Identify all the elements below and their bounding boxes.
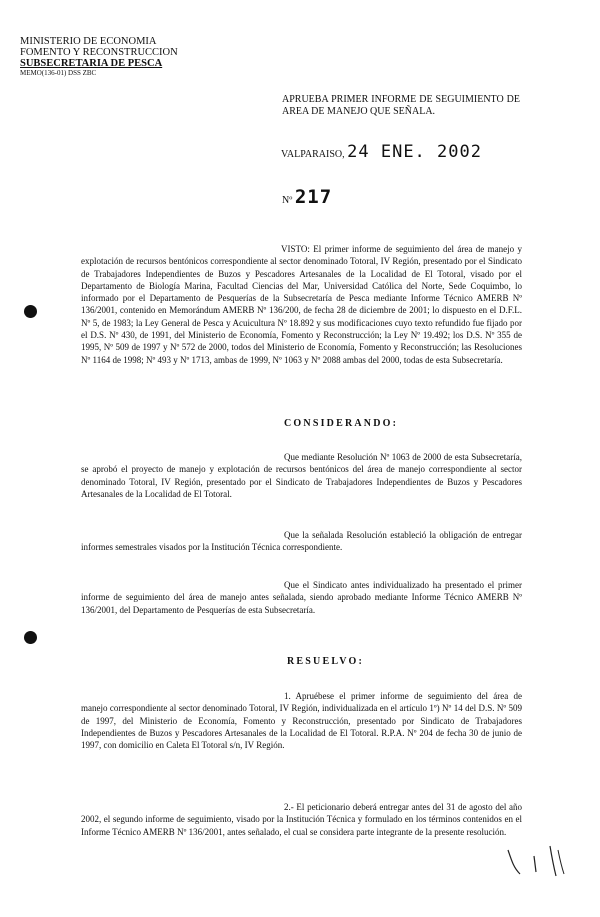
ministry-name-2: FOMENTO Y RECONSTRUCCION (20, 47, 178, 58)
considerando-heading: CONSIDERANDO: (284, 418, 399, 429)
number-value: 217 (294, 186, 333, 208)
memo-reference: MEMO(136-01) DSS ZBC (20, 69, 97, 77)
number-label: Nº (282, 195, 293, 206)
resolution-subject: APRUEBA PRIMER INFORME DE SEGUIMIENTO DE AREA DE MANEJO QUE SEÑALA. (282, 94, 520, 117)
resolution-number (282, 186, 332, 208)
punch-hole-bottom (24, 631, 37, 644)
visto-paragraph (81, 243, 522, 366)
signature-initials (500, 840, 570, 880)
punch-hole-top (24, 305, 37, 318)
date-stamp: 24 ENE. 2002 (347, 142, 482, 162)
place-date (281, 142, 482, 162)
ministry-name: MINISTERIO DE ECONOMIA (20, 36, 157, 47)
letterhead (20, 36, 178, 78)
resuelvo-p1: 1. Apruébese el primer informe de seguimiento del área de manejo correspondiente al sector denominado Totoral, IV Región, individualizada en el artículo 1º) Nº 14 del D.S. Nº 509 de 1997, del Ministerio de Economía, Fomento y Reconstrucción, presentado por Sindicato de Trabajadores Independientes de Buzos y Pescadores Artesanales de la Localidad de El Totoral. R.P.A. Nº 204 de fecha 30 de junio de 1997, con domicilio en Caleta El Totoral s/n, IV Región. (81, 691, 522, 751)
resuelvo-p2: 2.- El peticionario deberá entregar antes del 31 de agosto del año 2002, el segundo informe de seguimiento, visado por la Institución Técnica y formulado en los términos contenidos en el Informe Técnico AMERB Nº 136/2001, antes señalado, el cual se considera parte integrante de la presente resolución. (81, 802, 522, 837)
place: VALPARAISO, (281, 149, 345, 160)
subsecretaria-name: SUBSECRETARIA DE PESCA (20, 58, 163, 69)
considerando-p3: Que el Sindicato antes individualizado ha presentado el primer informe de seguimiento del área de manejo antes señalada, siendo aprobado mediante Informe Técnico AMERB Nº 136/2001, del Departamento de Pesquerías de esta Subsecretaría. (81, 580, 522, 615)
visto-text: El primer informe de seguimiento del área de manejo y explotación de recursos bentónicos correspondiente al sector denominado Totoral, IV Región, presentado por el Sindicato de Trabajadores Independientes de Buzos y Pescadores Artesanales de la Localidad de El Totoral, visado por el Departamento de Biología Marina, Facultad Ciencias del Mar, Universidad Católica del Norte, Sede Coquimbo, lo informado por el Departamento de Pesquerías de la Subsecretaría de Pesca mediante Informe Técnico AMERB Nº 136/2001, contenido en Memorándum AMERB Nº 136/200, de fecha 28 de diciembre de 2001; lo dispuesto en el D.F.L. Nº 5, de 1983; la Ley General de Pesca y Acuicultura Nº 18.892 y sus modificaciones cuyo texto refundido fue fijado por el D.S. Nº 430, de 1991, del Ministerio de Economía, Fomento y Reconstrucción; la Ley Nº 19.492; los D.S. Nº 355 de 1995, Nº 509 de 1997 y Nº 572 de 2000, todos del Ministerio de Economía, Fomento y Reconstrucción; las Resoluciones Nº 1164 de 1998; Nº 493 y Nº 1713, ambas de 1999, Nº 1063 y Nº 2088 ambas del 2000, todas de esta Subsecretaría. (81, 244, 522, 365)
considerando-p1: Que mediante Resolución Nº 1063 de 2000 de esta Subsecretaría, se aprobó el proyecto de manejo y explotación de recursos bentónicos del área de manejo correspondiente al sector denominado Totoral, IV Región, presentado por el Sindicato de Trabajadores Independientes de Buzos y Pescadores Artesanales de la Localidad de El Totoral. (81, 452, 522, 499)
visto-label: VISTO: (281, 244, 310, 254)
considerando-p2: Que la señalada Resolución estableció la obligación de entregar informes semestrales visados por la Institución Técnica correspondiente. (81, 530, 522, 553)
resuelvo-heading: RESUELVO: (287, 656, 365, 667)
